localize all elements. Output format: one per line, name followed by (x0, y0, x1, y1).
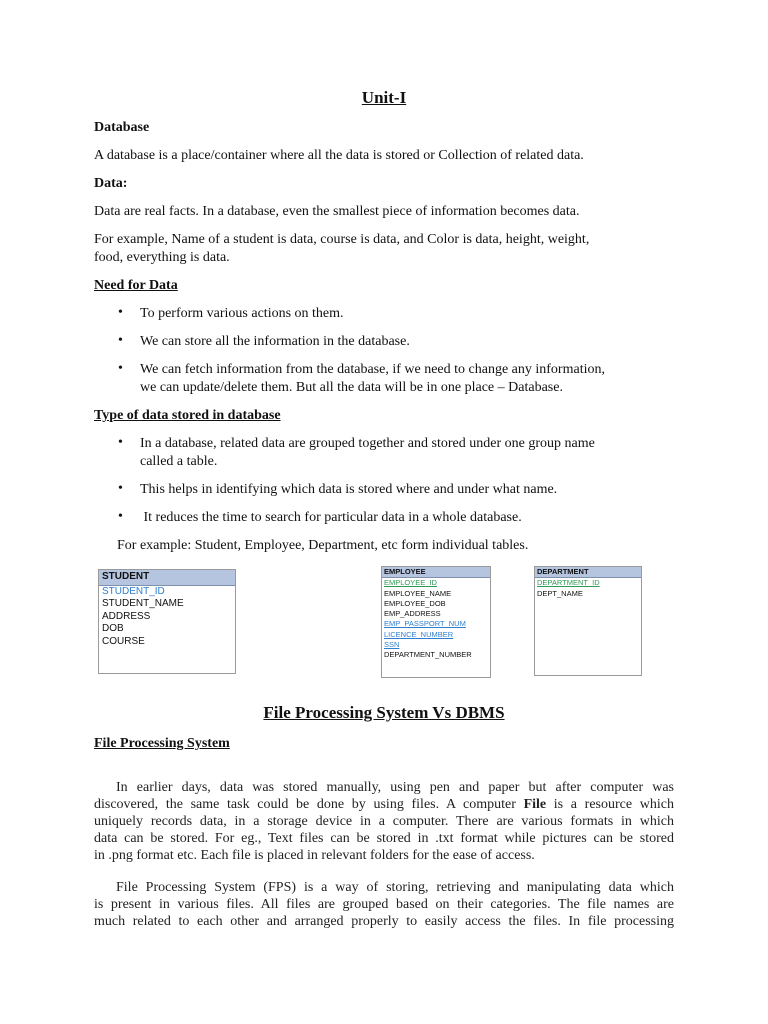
table-field: EMPLOYEE_DOB (384, 598, 446, 608)
data-definition: Data are real facts. In a database, even the smallest piece of information becomes data. (94, 204, 580, 219)
section-title: File Processing System Vs DBMS (263, 703, 505, 722)
employee-table (381, 566, 491, 678)
table-field: EMP_ADDRESS (384, 609, 441, 619)
paragraph-line: discovered, the same task could be done by using files. A computer File is a resource which (94, 797, 674, 812)
department-table (534, 566, 642, 676)
tables-example-text: For example: Student, Employee, Department, etc form individual tables. (117, 538, 529, 553)
list-item: This helps in identifying which data is stored where and under what name. (140, 482, 558, 497)
list-item-continuation: we can update/delete them. But all the data will be in one place – Database. (140, 380, 563, 395)
paragraph-line: data can be stored. For eg., Text files can be stored in .txt format while pictures can be stored (94, 831, 674, 846)
fps-paragraph-1 (94, 779, 674, 864)
paragraph-line: uniquely records data, in a storage device in a computer. There are various formats in which (94, 814, 674, 829)
table-header: EMPLOYEE (382, 567, 490, 578)
table-field: COURSE (102, 635, 145, 647)
bullet-icon: • (118, 305, 123, 320)
bullet-icon: • (118, 481, 123, 496)
data-example-line2: food, everything is data. (94, 250, 230, 265)
list-item-continuation: called a table. (140, 454, 218, 469)
fps-subheading: File Processing System (94, 736, 230, 751)
database-definition: A database is a place/container where all the data is stored or Collection of related data. (94, 148, 584, 163)
need-for-data-heading: Need for Data (94, 278, 178, 293)
page-title: Unit-I (361, 88, 407, 107)
paragraph-line: is present in various files. All files are grouped based on their categories. The file names are (94, 897, 674, 912)
table-field: DOB (102, 623, 124, 634)
type-of-data-heading: Type of data stored in database (94, 408, 281, 423)
table-field: ADDRESS (102, 610, 151, 622)
list-item: In a database, related data are grouped together and stored under one group name (140, 436, 595, 451)
paragraph-line: in .png format etc. Each file is placed in relevant folders for the ease of access. (94, 848, 535, 863)
table-field: LICENCE_NUMBER (384, 629, 454, 639)
table-field: SSN (384, 640, 400, 650)
table-field: DEPT_NAME (537, 588, 583, 598)
list-item: We can store all the information in the database. (140, 334, 410, 349)
table-field: STUDENT_NAME (102, 598, 184, 609)
table-field: DEPARTMENT_NUMBER (384, 650, 472, 660)
list-item: It reduces the time to search for particular data in a whole database. (140, 510, 522, 525)
fps-paragraph-2 (94, 879, 674, 930)
file-keyword: File (523, 797, 547, 812)
list-item: We can fetch information from the database, if we need to change any information, (140, 362, 605, 377)
paragraph-line: much related to each other and arranged properly to easily access the files. In file processing (94, 914, 674, 929)
bullet-icon: • (118, 361, 123, 376)
paragraph-line: File Processing System (FPS) is a way of storing, retrieving and manipulating data which (116, 880, 674, 895)
bullet-icon: • (118, 435, 123, 450)
data-heading: Data: (94, 176, 128, 191)
table-field: STUDENT_ID (102, 585, 165, 597)
list-item: To perform various actions on them. (140, 306, 344, 321)
table-field: DEPARTMENT_ID (537, 578, 600, 588)
bullet-icon: • (118, 509, 123, 524)
table-header: STUDENT (99, 570, 235, 586)
paragraph-line: In earlier days, data was stored manually, using pen and paper but after computer was (116, 780, 674, 795)
student-table (98, 569, 236, 674)
bullet-icon: • (118, 333, 123, 348)
table-header: DEPARTMENT (535, 567, 641, 578)
table-field: EMPLOYEE_ID (384, 578, 437, 588)
table-field: EMPLOYEE_NAME (384, 588, 452, 598)
data-example-line1: For example, Name of a student is data, course is data, and Color is data, height, weight, (94, 232, 590, 247)
table-field: EMP_PASSPORT_NUM (384, 619, 466, 629)
database-heading: Database (94, 120, 150, 135)
